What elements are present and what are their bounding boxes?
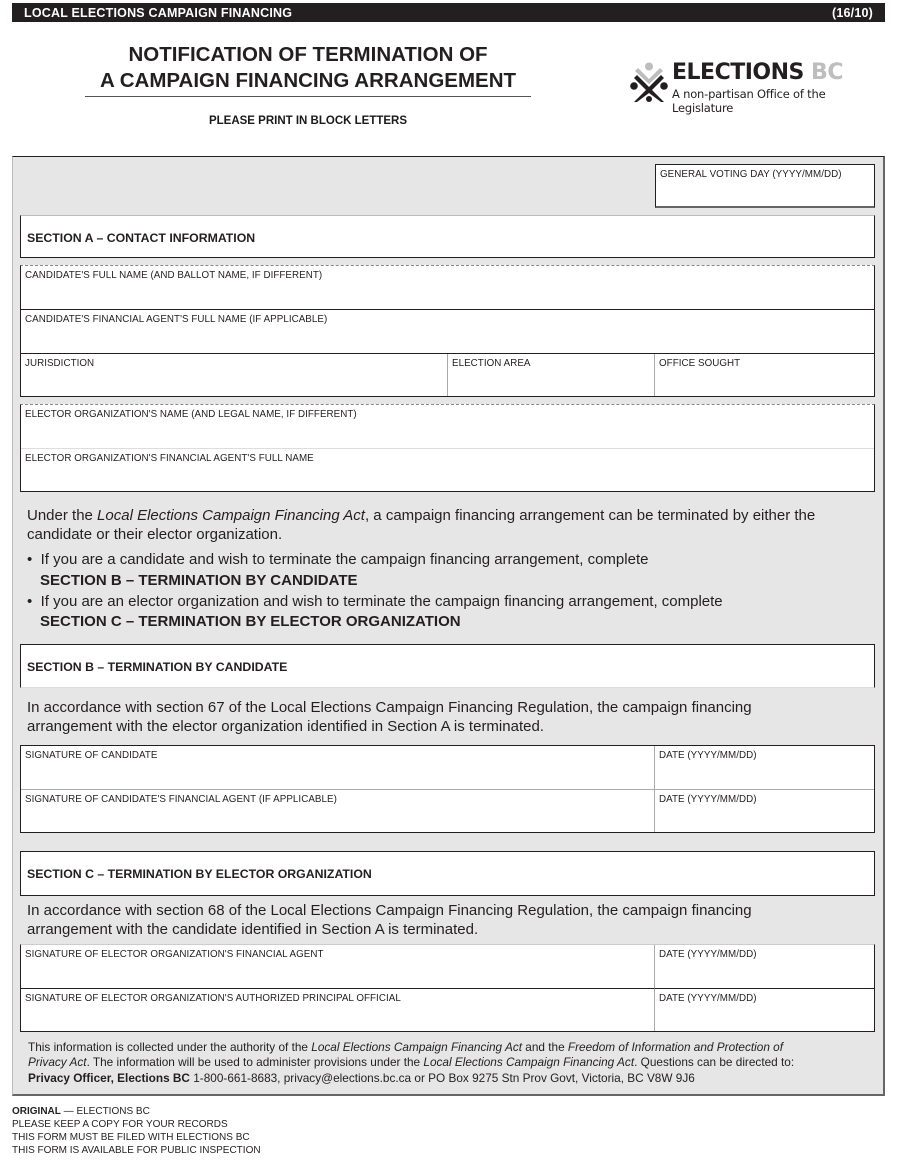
- section-b-signatures: [20, 745, 875, 833]
- section-c-signatures: [20, 944, 875, 1032]
- candidate-agent-field[interactable]: [21, 310, 874, 354]
- org-agent-field[interactable]: [21, 449, 874, 491]
- section-c-header: [20, 851, 875, 896]
- form-header-bar: [12, 3, 885, 22]
- section-c-heading: SECTION C – TERMINATION BY ELECTOR ORGANIZATION: [27, 867, 372, 881]
- office-sought-label: OFFICE SOUGHT: [659, 358, 741, 369]
- program-name: LOCAL ELECTIONS CAMPAIGN FINANCING: [24, 5, 293, 20]
- privacy-officer: Privacy Officer, Elections BC: [28, 1070, 190, 1085]
- section-a-heading: SECTION A – CONTACT INFORMATION: [27, 231, 256, 245]
- jurisdiction-label: JURISDICTION: [25, 358, 95, 369]
- org-official-signature-date-field[interactable]: DATE (YYYY/MM/DD): [655, 989, 874, 1031]
- footer-filing: THIS FORM MUST BE FILED WITH ELECTIONS BC: [12, 1132, 250, 1143]
- section-a-header: [20, 215, 875, 258]
- org-name-field[interactable]: [21, 405, 874, 449]
- jurisdiction-field[interactable]: [21, 354, 448, 396]
- elections-bc-logo-icon: [630, 62, 668, 102]
- instruction-bullet-2: • If you are an elector organization and wish to terminate the campaign financing arrangement, complete: [27, 593, 723, 610]
- candidate-signature-date-field[interactable]: DATE (YYYY/MM/DD): [655, 746, 874, 790]
- instruction-target-1: SECTION B – TERMINATION BY CANDIDATE: [40, 572, 358, 589]
- candidate-signature-field[interactable]: SIGNATURE OF CANDIDATE: [21, 746, 655, 790]
- privacy-contact: 1-800-661-8683, privacy@elections.bc.ca or PO Box 9275 Stn Prov Govt, Victoria, BC V8W 9J6: [189, 1070, 695, 1085]
- section-b-heading: SECTION B – TERMINATION BY CANDIDATE: [27, 660, 288, 674]
- logo-tagline: A non-partisan Office of the Legislature: [672, 87, 826, 115]
- instruction-target-2: SECTION C – TERMINATION BY ELECTOR ORGANIZATION: [40, 613, 461, 630]
- org-agent-label: ELECTOR ORGANIZATION'S FINANCIAL AGENT'S FULL NAME: [25, 453, 314, 464]
- instruction-bullet-1: • If you are a candidate and wish to terminate the campaign financing arrangement, complete: [27, 551, 649, 568]
- title-line-2: A CAMPAIGN FINANCING ARRANGEMENT: [99, 69, 517, 92]
- bullet-icon: •: [27, 551, 41, 568]
- candidate-agent-label: CANDIDATE'S FINANCIAL AGENT'S FULL NAME (IF APPLICABLE): [25, 314, 328, 325]
- bullet-icon: •: [27, 593, 41, 610]
- candidate-name-field[interactable]: [21, 266, 874, 310]
- section-b-header: [20, 644, 875, 688]
- candidate-agent-signature-field[interactable]: SIGNATURE OF CANDIDATE'S FINANCIAL AGENT (IF APPLICABLE): [21, 790, 655, 832]
- general-voting-day-field[interactable]: [655, 164, 875, 208]
- form-title: [80, 42, 536, 97]
- org-agent-signature-date-field[interactable]: DATE (YYYY/MM/DD): [655, 945, 874, 989]
- candidate-agent-signature-date-field[interactable]: DATE (YYYY/MM/DD): [655, 790, 874, 832]
- title-line-1: NOTIFICATION OF TERMINATION OF: [128, 43, 488, 66]
- print-instruction: PLEASE PRINT IN BLOCK LETTERS: [208, 115, 408, 127]
- elections-bc-logo: [630, 60, 890, 115]
- section-b-statement: In accordance with section 67 of the Local Elections Campaign Financing Regulation, the campaign financing arrangement with the elector organization identified in Section A is terminated.: [27, 699, 752, 735]
- form-footer: [12, 1105, 261, 1157]
- org-agent-signature-field[interactable]: SIGNATURE OF ELECTOR ORGANIZATION'S FINANCIAL AGENT: [21, 945, 655, 989]
- logo-wordmark: ELECTIONS BC: [672, 60, 843, 85]
- form-code: (16/10): [831, 5, 873, 20]
- footer-original: ORIGINAL — ELECTIONS BC: [12, 1106, 150, 1117]
- footer-keep-copy: PLEASE KEEP A COPY FOR YOUR RECORDS: [12, 1119, 228, 1130]
- footer-public-inspection: THIS FORM IS AVAILABLE FOR PUBLIC INSPECTION: [12, 1145, 261, 1156]
- title-underline: [85, 96, 531, 97]
- election-area-field[interactable]: [448, 354, 655, 396]
- office-sought-field[interactable]: [655, 354, 874, 396]
- act-name: Local Elections Campaign Financing Act: [97, 507, 365, 524]
- org-official-signature-field[interactable]: SIGNATURE OF ELECTOR ORGANIZATION'S AUTHORIZED PRINCIPAL OFFICIAL: [21, 989, 655, 1031]
- section-c-statement: In accordance with section 68 of the Local Elections Campaign Financing Regulation, the campaign financing arrangement with the candidate identified in Section A is terminated.: [27, 902, 752, 938]
- election-area-label: ELECTION AREA: [452, 358, 531, 369]
- general-voting-day-label: GENERAL VOTING DAY (YYYY/MM/DD): [660, 169, 842, 180]
- instructions-intro: Under the Local Elections Campaign Financing Act, a campaign financing arrangement can be terminated by either the candidate or their elector organization.: [27, 507, 816, 543]
- org-name-label: ELECTOR ORGANIZATION'S NAME (AND LEGAL NAME, IF DIFFERENT): [25, 409, 357, 420]
- section-a-fields: [20, 265, 875, 397]
- privacy-notice: This information is collected under the authority of the Local Elections Campaign Financing Act and the Freedom of Information and Protection of Privacy Act. The information will be used to administer provisions under the Local Elections Campaign Financing Act. Questions can be directed to: Privacy Officer, Elections BC 1-800-661-8683, privacy@elections.bc.ca or PO Box 9275 Stn Prov Govt, Victoria, BC V8W 9J6: [28, 1040, 795, 1085]
- candidate-name-label: CANDIDATE'S FULL NAME (AND BALLOT NAME, IF DIFFERENT): [25, 270, 323, 281]
- elector-org-fields: [20, 404, 875, 492]
